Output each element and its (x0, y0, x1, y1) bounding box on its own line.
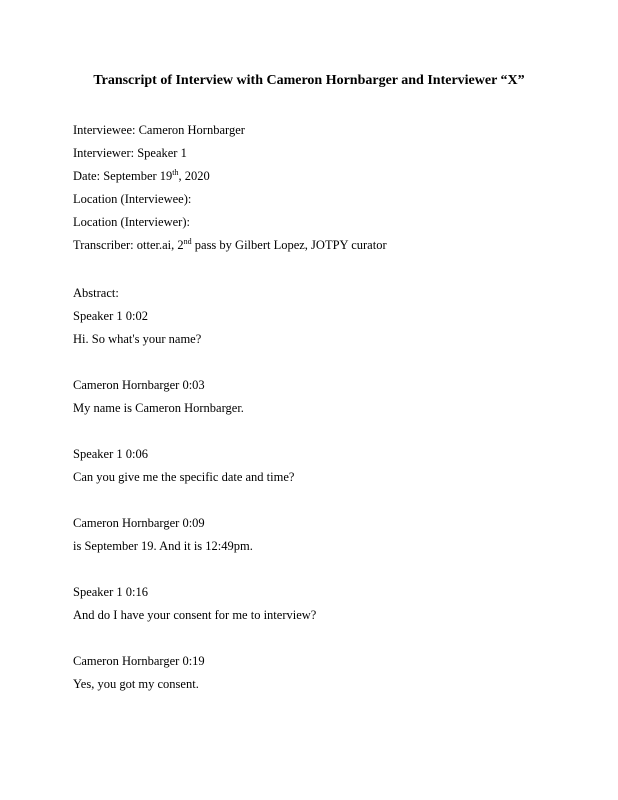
transcriber-line (73, 237, 387, 253)
utterance-line: is September 19. And it is 12:49pm. (73, 539, 253, 553)
utterance-line: Yes, you got my consent. (73, 677, 199, 691)
transcriber-suffix: pass by Gilbert Lopez, JOTPY curator (191, 238, 387, 252)
speaker-line: Cameron Hornbarger 0:19 (73, 654, 205, 668)
date-line (73, 168, 210, 184)
location-interviewer-line: Location (Interviewer): (73, 215, 190, 229)
speaker-line: Speaker 1 0:02 (73, 309, 148, 323)
interviewee-line: Interviewee: Cameron Hornbarger (73, 123, 245, 137)
utterance-line: And do I have your consent for me to interview? (73, 608, 317, 622)
interviewer-line: Interviewer: Speaker 1 (73, 146, 187, 160)
transcriber-prefix: Transcriber: otter.ai, 2 (73, 238, 184, 252)
speaker-line: Cameron Hornbarger 0:09 (73, 516, 205, 530)
document-title: Transcript of Interview with Cameron Hornbarger and Interviewer “X” (93, 73, 525, 88)
utterance-line: Can you give me the specific date and time? (73, 470, 295, 484)
utterance-line: My name is Cameron Hornbarger. (73, 401, 244, 415)
date-superscript: th (172, 167, 179, 177)
utterance-line: Hi. So what's your name? (73, 332, 202, 346)
speaker-line: Speaker 1 0:06 (73, 447, 148, 461)
location-interviewee-line: Location (Interviewee): (73, 192, 192, 206)
abstract-label: Abstract: (73, 286, 119, 300)
date-suffix: , 2020 (178, 169, 210, 183)
date-prefix: Date: September 19 (73, 169, 173, 183)
transcriber-superscript: nd (183, 236, 192, 246)
speaker-line: Cameron Hornbarger 0:03 (73, 378, 205, 392)
speaker-line: Speaker 1 0:16 (73, 585, 148, 599)
